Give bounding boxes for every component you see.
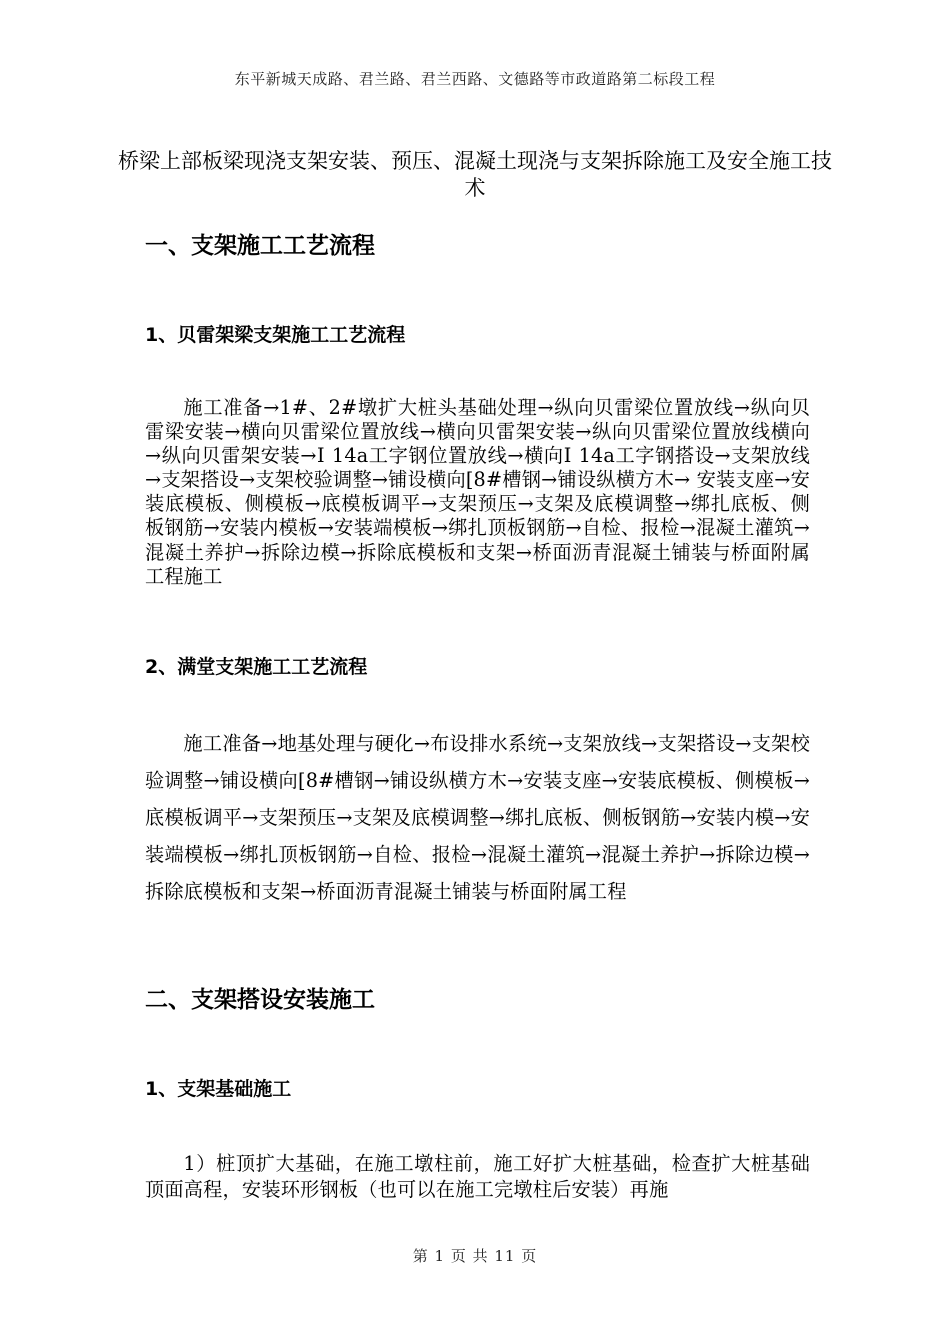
document-title: 桥梁上部板梁现浇支架安装、预压、混凝土现浇与支架拆除施工及安全施工技术 — [118, 149, 832, 200]
section-heading-2: 二、支架搭设安装施工 — [145, 987, 375, 1013]
running-header: 东平新城天成路、君兰路、君兰西路、文德路等市政道路第二标段工程 — [234, 70, 716, 88]
section-heading-1: 一、支架施工工艺流程 — [145, 233, 375, 259]
paragraph-foundation: 1）桩顶扩大基础，在施工墩柱前，施工好扩大桩基础，检查扩大桩基础顶面高程，安装环形钢板（也可以在施工完墩柱后安装）再施 — [145, 1152, 810, 1201]
page-number-footer: 第 1 页 共 11 页 — [412, 1247, 538, 1265]
subsection-heading-2-1: 1、支架基础施工 — [145, 1078, 292, 1100]
paragraph-bailey-process: 施工准备→1#、2#墩扩大桩头基础处理→纵向贝雷梁位置放线→纵向贝雷梁安装→横向贝雷梁位置放线→横向贝雷架安装→纵向贝雷梁位置放线横向→纵向贝雷架安装→Ⅰ 14a工字钢位置放线→横向Ⅰ 14a工字钢搭设→支架放线→支架搭设→支架校验调整→铺设横向[8#槽钢→铺设纵横方木→ 安装支座→安装底模板、侧模板→底模板调平→支架预压→支架及底模调整→绑扎底板、侧板钢筋→安装内模板→安装端模板→绑扎顶板钢筋→自检、报检→混凝土灌筑→混凝土养护→拆除边模→拆除底模板和支架→桥面沥青混凝土铺装与桥面附属工程施工 — [145, 396, 810, 588]
subsection-heading-1-2: 2、满堂支架施工工艺流程 — [145, 656, 368, 678]
paragraph-full-support-process: 施工准备→地基处理与硬化→布设排水系统→支架放线→支架搭设→支架校验调整→铺设横向[8#槽钢→铺设纵横方木→安装支座→安装底模板、侧模板→底模板调平→支架预压→支架及底模调整→绑扎底板、侧板钢筋→安装内模→安装端模板→绑扎顶板钢筋→自检、报检→混凝土灌筑→混凝土养护→拆除边模→拆除底模板和支架→桥面沥青混凝土铺装与桥面附属工程 — [145, 732, 810, 904]
subsection-heading-1-1: 1、贝雷架梁支架施工工艺流程 — [145, 324, 406, 346]
